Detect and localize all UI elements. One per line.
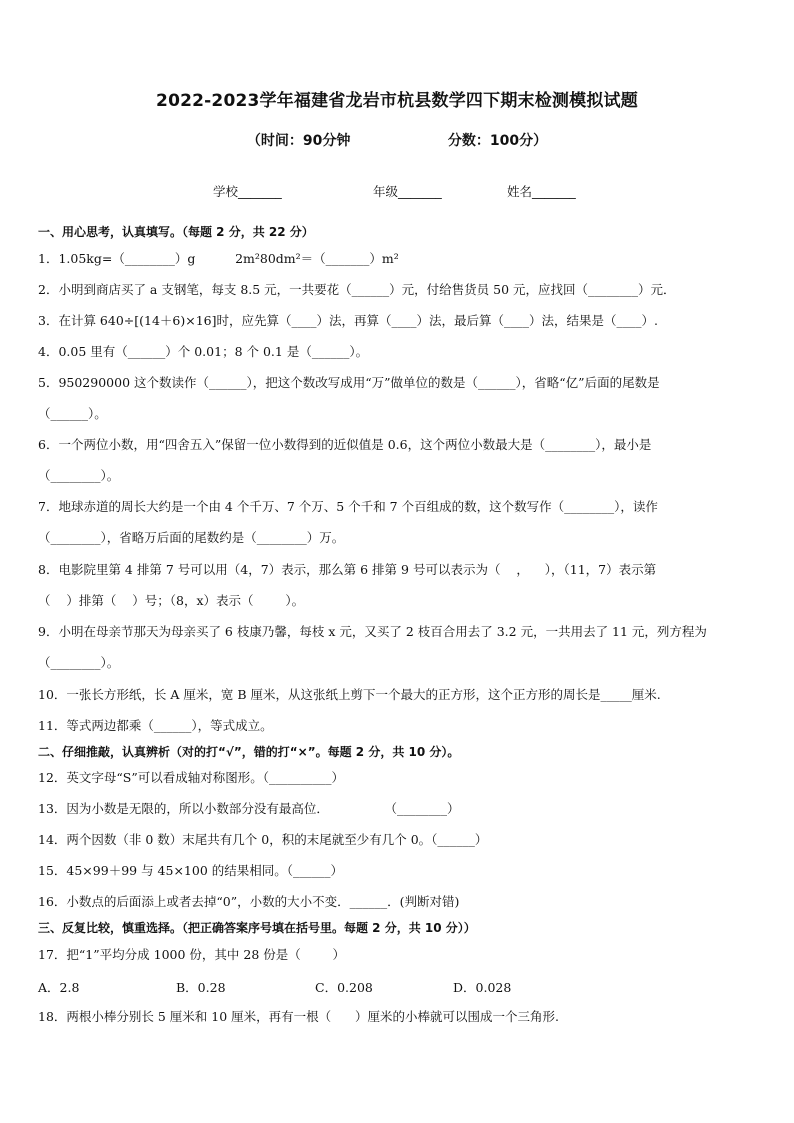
question-line: （________）。 bbox=[38, 655, 120, 670]
question-line: （________），省略万后面的尾数约是（________）万。 bbox=[38, 530, 345, 545]
school-field: 学校_______ bbox=[213, 184, 282, 199]
section-heading-multiple-choice: 三、反复比较，慎重选择。（把正确答案序号填在括号里。每题 2 分，共 10 分）） bbox=[38, 921, 476, 935]
option-c: C．0.208 bbox=[315, 980, 373, 995]
question-line: （ ）排第（ ）号；（8，x）表示（ ）。 bbox=[38, 593, 305, 608]
exam-time-score: （时间：90分钟 分数：100分） bbox=[246, 133, 548, 149]
question-line: 4．0.05 里有（______）个 0.01；8 个 0.1 是（______）。 bbox=[38, 344, 369, 359]
question-line: 2．小明到商店买了 a 支钢笔，每支 8.5 元，一共要花（______）元，付给售货员 50 元，应找回（________）元． bbox=[38, 282, 676, 297]
question-line: 10．一张长方形纸，长 A 厘米，宽 B 厘米，从这张纸上剪下一个最大的正方形，这个正方形的周长是_____厘米. bbox=[38, 687, 661, 702]
question-line: 1．1.05kg=（________）g 2m²80dm²＝（_______）m² bbox=[38, 251, 399, 266]
question-line: 14．两个因数（非 0 数）末尾共有几个 0，积的末尾就至少有几个 0。（______） bbox=[38, 832, 488, 847]
question-line: 9．小明在母亲节那天为母亲买了 6 枝康乃馨，每枝 x 元，又买了 2 枝百合用去了 3.2 元，一共用去了 11 元，列方程为 bbox=[38, 624, 707, 639]
question-line: 11．等式两边都乘（______），等式成立。 bbox=[38, 718, 273, 733]
section-heading-true-false: 二、仔细推敲，认真辨析（对的打“√”，错的打“×”。每题 2 分，共 10 分）。 bbox=[38, 745, 460, 759]
section-heading-fill-blank: 一、用心思考，认真填写。（每题 2 分，共 22 分） bbox=[38, 225, 314, 239]
question-line: 17．把“1”平均分成 1000 份，其中 28 份是（ ） bbox=[38, 947, 346, 962]
question-line: 6．一个两位小数，用“四舍五入”保留一位小数得到的近似值是 0.6，这个两位小数最大是（________），最小是 bbox=[38, 437, 652, 452]
question-line: 8．电影院里第 4 排第 7 号可以用（4，7）表示，那么第 6 排第 9 号可以表示为（ ， ），（11，7）表示第 bbox=[38, 562, 657, 577]
question-line: 13．因为小数是无限的，所以小数部分没有最高位． （________） bbox=[38, 801, 460, 816]
question-line: 7．地球赤道的周长大约是一个由 4 个千万、7 个万、5 个千和 7 个百组成的数，这个数写作（________），读作 bbox=[38, 499, 658, 514]
question-line: 12．英文字母“S”可以看成轴对称图形。（__________） bbox=[38, 770, 345, 785]
question-line: 18．两根小棒分别长 5 厘米和 10 厘米，再有一根（ ）厘米的小棒就可以围成一个三角形. bbox=[38, 1009, 559, 1024]
question-line: 15．45×99＋99 与 45×100 的结果相同。（______） bbox=[38, 863, 344, 878]
question-line: 16．小数点的后面添上或者去掉“0”，小数的大小不变．______．(判断对错) bbox=[38, 894, 460, 909]
question-line: （______）。 bbox=[38, 406, 107, 421]
question-line: 3．在计算 640÷[(14＋6)×16]时，应先算（____）法，再算（____）法，最后算（____）法，结果是（____）. bbox=[38, 313, 658, 328]
question-line: （________）。 bbox=[38, 468, 120, 483]
grade-field: 年级_______ bbox=[373, 184, 442, 199]
name-field: 姓名_______ bbox=[507, 184, 576, 199]
option-b: B．0.28 bbox=[176, 980, 226, 995]
question-line: 5．950290000 这个数读作（______），把这个数改写成用“万”做单位的数是（______），省略“亿”后面的尾数是 bbox=[38, 375, 660, 390]
option-d: D．0.028 bbox=[453, 980, 512, 995]
option-a: A．2.8 bbox=[38, 980, 80, 995]
page-title: 2022-2023学年福建省龙岩市杭县数学四下期末检测模拟试题 bbox=[156, 91, 638, 111]
